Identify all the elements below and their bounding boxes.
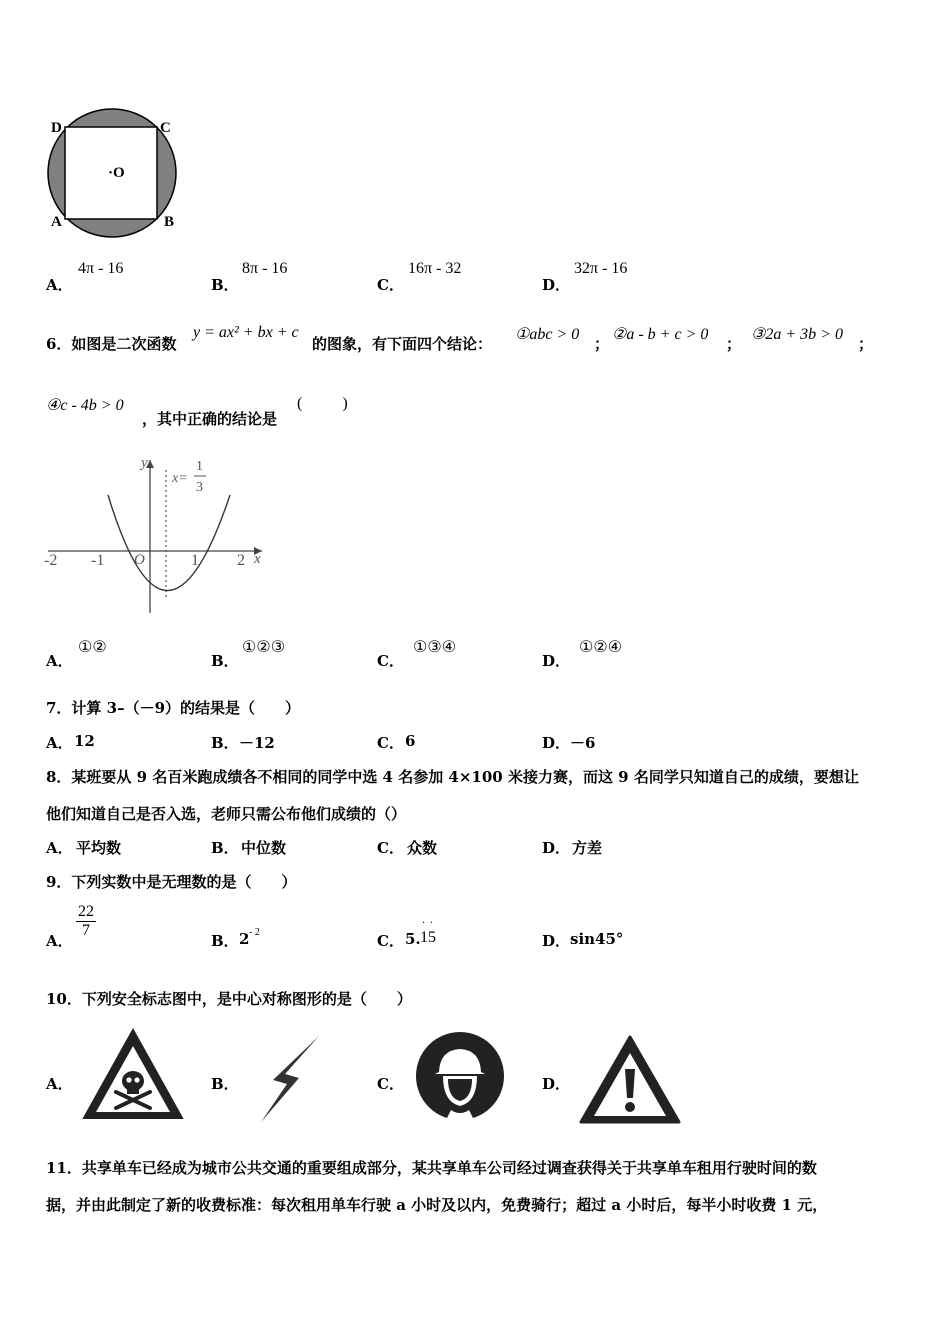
q7-option-a-value: 12 <box>74 732 95 750</box>
q5-option-d-value: 32π - 16 <box>574 260 628 277</box>
q10-option-b-letter: B． <box>211 1075 239 1093</box>
q6-conclusion-2: ②a - b + c > 0 <box>612 326 709 343</box>
q9-repeat-dot-1: · <box>422 918 426 929</box>
circle-square-figure <box>40 108 190 246</box>
poison-sign-icon <box>80 1026 186 1122</box>
q9-option-c-decimal: 15 <box>420 929 436 946</box>
q8-option-a-value: 平均数 <box>76 839 122 857</box>
q7-option-c-letter: C． <box>377 734 404 752</box>
q7-stem: 7．计算 3–（－9）的结果是（ ） <box>46 699 301 717</box>
q10-option-c-letter: C． <box>377 1075 404 1093</box>
q8-option-b-letter: B． <box>211 839 239 857</box>
q8-stem-line2: 他们知道自己是否入选，老师只需公布他们成绩的（） <box>46 805 407 823</box>
symmetry-numerator: 1 <box>196 459 203 474</box>
q9-option-d-letter: D． <box>542 932 571 950</box>
exclamation-warning-icon <box>578 1034 682 1126</box>
q8-option-d-letter: D． <box>542 839 571 857</box>
q6-sep-3: ； <box>858 335 874 353</box>
q9-option-a-letter: A． <box>46 932 73 950</box>
q6-sep-2: ； <box>726 335 742 353</box>
q5-option-c-value: 16π - 32 <box>408 260 462 277</box>
q8-stem-line1: 8．某班要从 9 名百米跑成绩各不相同的同学中选 4 名参加 4×100 米接力赛，而这 9 名同学只知道自己的成绩，要想让 <box>46 768 859 786</box>
label-D: D <box>51 120 62 136</box>
q6-option-c-value: ①③④ <box>413 639 457 656</box>
q6-option-a-letter: A． <box>46 652 73 670</box>
q9-repeat-dot-2: · <box>430 918 434 929</box>
q5-option-c-letter: C． <box>377 276 404 294</box>
q6-option-b-letter: B． <box>211 652 239 670</box>
symmetry-denominator: 3 <box>196 480 203 495</box>
q7-option-b-letter: B． <box>211 734 239 752</box>
q6-answer-paren: ( ) <box>297 395 348 412</box>
q6-conclusion-4: ④c - 4b > 0 <box>46 397 124 414</box>
q7-option-d-letter: D． <box>542 734 571 752</box>
q6-option-d-value: ①②④ <box>579 639 623 656</box>
tick-label-neg2: -2 <box>44 552 58 569</box>
q9-option-b-exponent: - 2 <box>249 927 260 938</box>
label-A: A <box>51 214 62 230</box>
q9-option-c-letter: C． <box>377 932 404 950</box>
q6-sep-1: ； <box>594 335 610 353</box>
q5-option-a-value: 4π - 16 <box>78 260 124 277</box>
y-axis-label: y <box>141 455 148 471</box>
q9-option-c-integer: 5. <box>405 930 421 948</box>
q9-a-numerator: 22 <box>78 903 94 920</box>
q8-option-c-letter: C． <box>377 839 404 857</box>
q7-option-b-value: －12 <box>239 734 275 752</box>
label-O: ·O <box>108 165 125 181</box>
q5-option-a-letter: A． <box>46 276 73 294</box>
q6-option-d-letter: D． <box>542 652 571 670</box>
q10-option-d-letter: D． <box>542 1075 571 1093</box>
q7-option-d-value: －6 <box>570 734 596 752</box>
q6-option-b-value: ①②③ <box>242 639 286 656</box>
q9-option-b-base: 2 <box>239 930 250 948</box>
q5-option-d-letter: D． <box>542 276 571 294</box>
q7-option-c-value: 6 <box>405 732 416 750</box>
q5-option-b-value: 8π - 16 <box>242 260 288 277</box>
parabola-graph <box>40 450 270 620</box>
q11-stem-line2: 据，并由此制定了新的收费标准：每次租用单车行驶 a 小时及以内，免费骑行；超过 a 小时后，每半小时收费 1 元， <box>46 1196 828 1214</box>
q9-option-b-letter: B． <box>211 932 239 950</box>
tick-label-2: 2 <box>237 552 245 569</box>
q10-stem: 10．下列安全标志图中，是中心对称图形的是（ ） <box>46 990 412 1008</box>
q8-option-b-value: 中位数 <box>241 839 287 857</box>
tick-label-neg1: -1 <box>91 552 105 569</box>
q7-option-a-letter: A． <box>46 734 73 752</box>
q9-option-d-value: sin45° <box>570 930 624 948</box>
q6-prefix: 6．如图是二次函数 <box>46 335 177 353</box>
q8-option-d-value: 方差 <box>572 839 603 857</box>
q6-option-a-value: ①② <box>78 639 107 656</box>
q6-middle: 的图象，有下面四个结论： <box>312 335 493 353</box>
q9-a-denominator: 7 <box>82 922 90 939</box>
q9-option-a-fraction <box>76 903 96 940</box>
x-axis-label: x <box>254 551 261 567</box>
label-B: B <box>164 214 175 230</box>
label-C: C <box>160 120 171 136</box>
q6-option-c-letter: C． <box>377 652 404 670</box>
q8-option-a-letter: A． <box>46 839 73 857</box>
tick-label-1: 1 <box>191 552 199 569</box>
q6-conclusion-3: ③2a + 3b > 0 <box>751 326 843 343</box>
q6-suffix: ，其中正确的结论是 <box>142 410 278 428</box>
q8-option-c-value: 众数 <box>407 839 438 857</box>
q6-function: y = ax² + bx + c <box>193 324 299 341</box>
q9-stem: 9．下列实数中是无理数的是（ ） <box>46 873 297 891</box>
helmet-sign-icon <box>414 1030 506 1122</box>
lightning-bolt-icon <box>255 1034 325 1124</box>
origin-label: O <box>134 552 145 568</box>
q10-option-a-letter: A． <box>46 1075 73 1093</box>
q11-stem-line1: 11．共享单车已经成为城市公共交通的重要组成部分，某共享单车公司经过调查获得关于共享单车租用行驶时间的数 <box>46 1159 817 1177</box>
q6-conclusion-1: ①abc > 0 <box>515 326 580 343</box>
parabola-curve <box>108 495 230 591</box>
symmetry-label: x= <box>172 471 188 486</box>
q5-option-b-letter: B． <box>211 276 239 294</box>
